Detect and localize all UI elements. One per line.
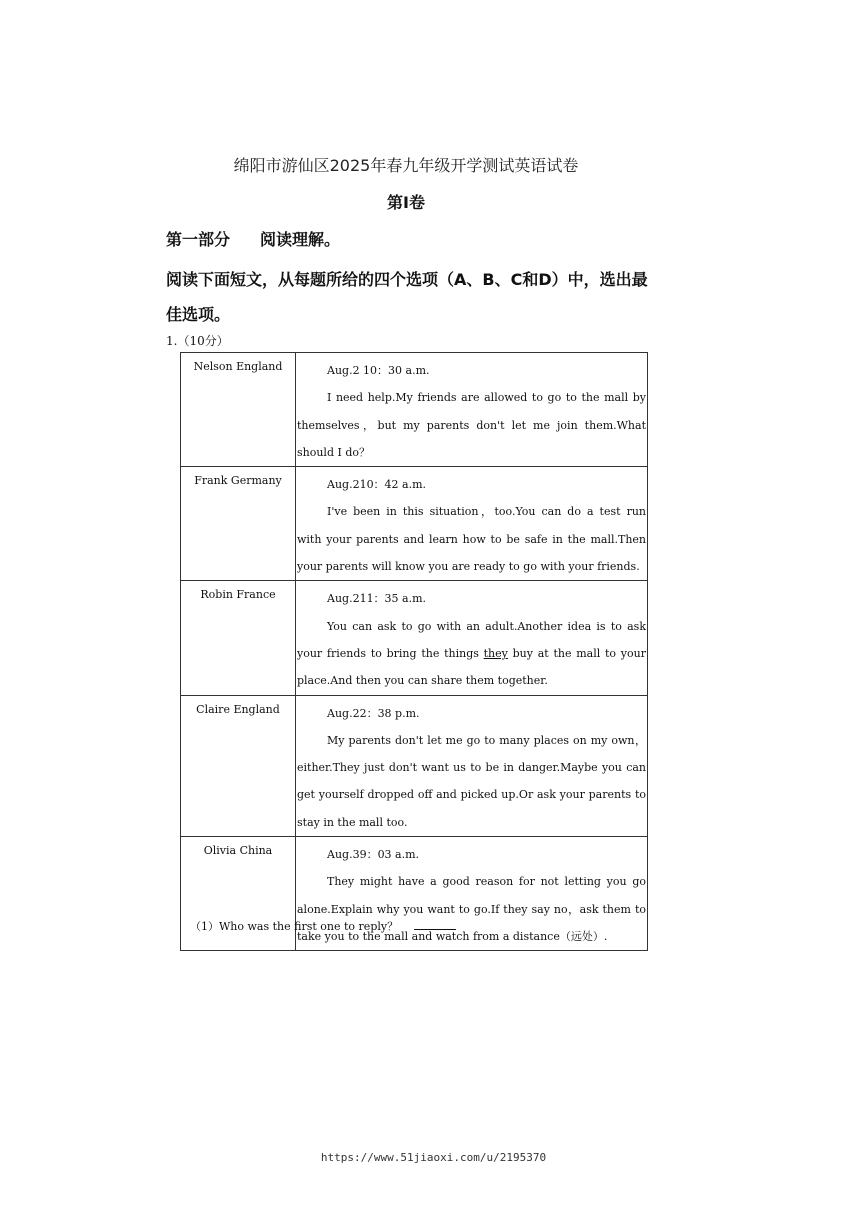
post-time: Aug.210：42 a.m. bbox=[327, 478, 427, 492]
part-label: 第一部分 bbox=[166, 230, 231, 249]
poster-name: Claire England bbox=[181, 695, 296, 836]
part-heading bbox=[166, 227, 340, 250]
table-row bbox=[181, 581, 648, 695]
footer-url: https://www.51jiaoxi.com/u/2195370 bbox=[320, 1151, 547, 1164]
poster-name: Nelson England bbox=[181, 353, 296, 467]
post-time: Aug.39：03 a.m. bbox=[327, 848, 420, 862]
table-row bbox=[181, 695, 648, 836]
answer-blank bbox=[414, 919, 456, 930]
poster-name: Frank Germany bbox=[181, 467, 296, 581]
post-message: I need help.My friends are allowed to go to the mall by themselves，but my parents don't let me join them.What should I do？ bbox=[297, 391, 646, 459]
post-message: My parents don't let me go to many places on my own，either.They just don't want us to be in danger.Maybe you can get yourself dropped off and picked up.Or ask your parents to stay in the mall too. bbox=[297, 733, 646, 829]
source-watermark bbox=[0, 1151, 867, 1164]
post-message: They might have a good reason for not letting you go alone.Explain why you want to go.If they say no，ask them to take you to the mall and watch from a distance（远处）. bbox=[297, 875, 646, 943]
underlined-word: they bbox=[483, 646, 508, 660]
sub-question-text: （1）Who was the first one to reply？ bbox=[190, 920, 399, 933]
post-message bbox=[297, 613, 646, 695]
instruction-text: 阅读下面短文，从每题所给的四个选项（A、B、C和D）中，选出最佳选项。 bbox=[166, 270, 648, 324]
post-time: Aug.2 10：30 a.m. bbox=[327, 364, 430, 377]
table-row bbox=[181, 353, 648, 467]
forum-posts-table bbox=[180, 352, 648, 951]
sub-question bbox=[190, 918, 456, 934]
question-number: 1.（10分） bbox=[166, 334, 229, 348]
post-message-part: You can ask to go with an adult.Another idea is to ask your friends to bring the things bbox=[297, 619, 646, 660]
table-row bbox=[181, 467, 648, 581]
exam-title: 绵阳市游仙区2025年春九年级开学测试英语试卷 bbox=[233, 156, 579, 175]
post-content bbox=[296, 353, 648, 467]
post-message: I've been in this situation，too.You can do a test run with your parents and learn how to be safe in the mall.Then your parents will know you are ready to go with your friends. bbox=[297, 505, 646, 574]
post-content bbox=[296, 581, 648, 695]
post-content bbox=[296, 467, 648, 581]
volume-heading: 第I卷 bbox=[387, 193, 425, 212]
poster-name: Robin France bbox=[181, 581, 296, 695]
post-content bbox=[296, 695, 648, 836]
post-time: Aug.22：38 p.m. bbox=[327, 706, 420, 720]
post-time: Aug.211：35 a.m. bbox=[327, 592, 427, 606]
post-message-part: buy at the mall to your place.And then you can share them together. bbox=[297, 646, 646, 688]
poster-name: Olivia China bbox=[181, 837, 296, 951]
part-name: 阅读理解。 bbox=[260, 230, 341, 249]
